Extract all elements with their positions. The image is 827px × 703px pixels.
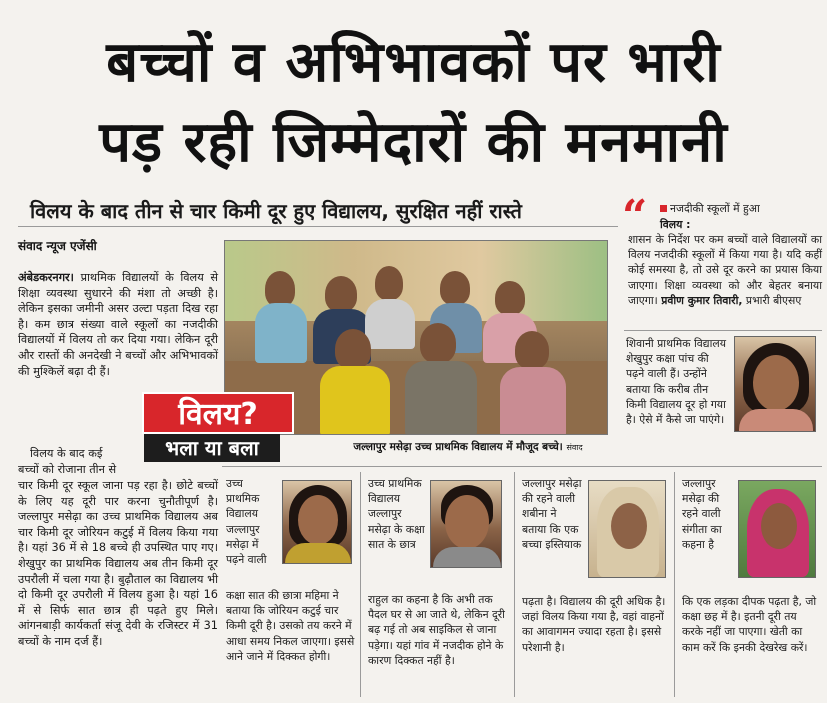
red-square-icon <box>660 205 667 212</box>
badge-title: विलय? <box>142 392 294 434</box>
quote-lead: विलय : <box>660 218 691 231</box>
voice-sangeeta-side: जल्लापुर मसेढ़ा की रहने वाली संगीता का कहना है <box>682 477 722 551</box>
headline-line-2: पड़ रही जिम्मेदारों की मनमानी <box>99 110 728 175</box>
dateline: अंबेडकरनगर। <box>18 271 74 284</box>
main-story-para-1 <box>18 270 218 379</box>
portrait-shabina <box>588 480 666 578</box>
badge-subtitle: भला या बला <box>144 434 280 462</box>
subheadline: विलय के बाद तीन से चार किमी दूर हुए विद्यालय, सुरक्षित नहीं रास्ते <box>30 199 522 223</box>
divider <box>514 472 515 697</box>
photo-caption <box>323 440 613 454</box>
byline: संवाद न्यूज एजेंसी <box>18 239 97 253</box>
voice-mahima-body: कक्षा सात की छात्रा महिमा ने बताया कि जोरियन कटुई चार किमी दूरी है। उसको तय करने में आधा समय निकल जाएगा। इससे आने जाने में दिक्कत होगी। <box>226 589 355 663</box>
voice-mahima-side: उच्च प्राथमिक विद्यालय जल्लापुर मसेढ़ा में पढ़ने वाली <box>226 477 267 567</box>
portrait-shivani <box>734 336 816 432</box>
headline-line-1: बच्चों व अभिभावकों पर भारी <box>106 30 721 95</box>
main-story-para-2b: बच्चों को रोजाना तीन से <box>18 463 117 476</box>
main-story-para-2a: विलय के बाद कई <box>30 447 103 460</box>
voice-sangeeta-body: कि एक लड़का दीपक पढ़ता है, जो कक्षा छह में है। इतनी दूरी तय करके नहीं जा पाएगा। खेती का काम करें कि इनकी देखरेख करें। <box>682 595 817 654</box>
voice-shabina-body: पढ़ता है। विद्यालय की दूरी अधिक है। जहां विलय किया गया है, वहां वाहनों का आवागमन ज्यादा रहता है। इससे परेशानी है। <box>522 595 666 654</box>
quote-body <box>628 232 822 308</box>
voice-rahul-side: उच्च प्राथमिक विद्यालय जल्लापुर मसेढ़ा के कक्षा सात के छात्र <box>368 477 425 551</box>
quote-mark-icon: “ <box>622 191 648 242</box>
voice-shabina-side: जल्लापुर मसेढ़ा की रहने वाली शबीना ने बताया कि एक बच्चा इस्तियाक <box>522 477 582 551</box>
portrait-rahul <box>430 480 502 568</box>
quote-text: शासन के निर्देश पर कम बच्चों वाले विद्यालयों का विलय नजदीकी स्कूलों में किया गया है। यदि कहीं कोई समस्या है, तो उसे दूर करने का प्रयास किया जाएगा। शिक्षा व्यवस्था को और बेहतर बनाया जाएगा। <box>628 233 822 307</box>
quote-lead-line <box>660 217 822 232</box>
voice-shivani-text: शिवानी प्राथमिक विद्यालय शेखुपुर कक्षा पांच की पढ़ने वाली हैं। उन्होंने बताया कि करीब तीन किमी विद्यालय दूर हो गया है। ऐसे में कैसे जा पाएंगे। <box>626 337 726 427</box>
quote-designation: प्रभारी बीएसए <box>745 293 802 307</box>
portrait-mahima <box>282 480 352 564</box>
divider <box>674 472 675 697</box>
voice-rahul-body: राहुल का कहना है कि अभी तक पैदल घर से आ जाते थे, लेकिन दूरी बढ़ गई तो अब साइकिल से जाना पड़ेगा। यहां गांव में नजदीक होने के कारण दिक्कत नहीं है। <box>368 593 505 667</box>
photo-credit: संवाद <box>566 443 583 452</box>
divider <box>222 466 822 467</box>
quote-name: प्रवीण कुमार तिवारी, <box>661 293 743 307</box>
divider <box>624 330 822 331</box>
quote-heading: नजदीकी स्कूलों में हुआ <box>660 201 820 216</box>
caption-text: जल्लापुर मसेढ़ा उच्च प्राथमिक विद्यालय में मौजूद बच्चे। <box>353 441 563 453</box>
portrait-sangeeta <box>738 480 816 578</box>
divider <box>18 226 618 227</box>
divider <box>360 472 361 697</box>
para-1-text: प्राथमिक विद्यालयों के विलय से शिक्षा व्यवस्था सुधारने की मंशा तो अच्छी है। लेकिन इसका जमीनी असर उल्टा पड़ता दिख रहा है। कम छात्र संख्या वाले स्कूलों का नजदीकी विद्यालयों में विलय तो कर दिया गया। लेकिन दूरी और रास्तों की अनदेखी ने बच्चों और अभिभावकों की मुश्किलें बढ़ा दी हैं। <box>18 271 219 378</box>
main-story-para-2c: चार किमी दूर स्कूल जाना पड़ रहा है। छोटे बच्चों के लिए यह दूरी पार करना चुनौतीपूर्ण है। जल्लापुर मसेढ़ा का उच्च प्राथमिक विद्यालय अब चार किमी दूर जोरियन कटुई में विलय किया गया है। यहां 36 में से 18 बच्चे ही उपस्थित पाए गए। शेखुपुर का प्राथमिक विद्यालय अब तीन किमी दूर उपरौली में चला गया है। बुढ़ौताल का विद्यालय भी दो किमी दूर उपरौली में विलय हुआ है। यहां 16 में से सिर्फ सात छात्र ही पढ़ते हुए मिले। आंगनबाड़ी कार्यकर्ता संजू देवी के रजिस्टर में 31 बच्चों के नाम दर्ज हैं। <box>18 479 218 648</box>
vilay-badge <box>142 392 294 464</box>
